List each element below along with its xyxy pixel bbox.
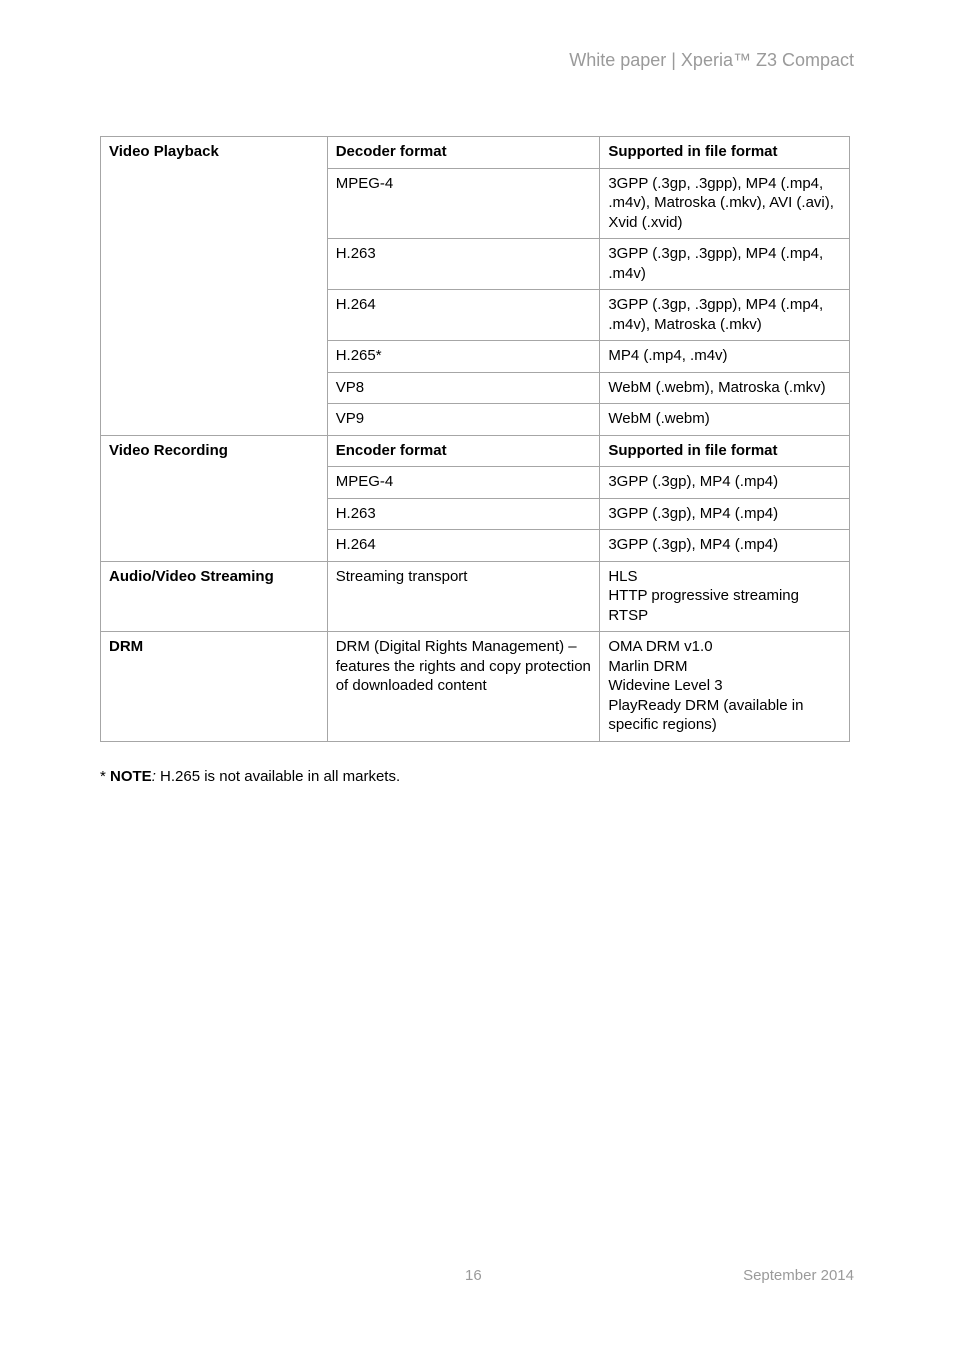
streaming-description-cell: Streaming transport [327,561,600,632]
codec-cell: MPEG-4 [327,168,600,239]
drm-description-cell: DRM (Digital Rights Management) – features the rights and copy protection of downloaded content [327,632,600,742]
streaming-protocol: HLS [608,567,638,585]
streaming-protocols-cell [600,561,850,632]
codec-cell: VP9 [327,404,600,436]
table-row [101,137,850,169]
streaming-protocol: HTTP progressive streaming [608,587,799,604]
streaming-protocol: RTSP [608,606,649,624]
codec-cell: H.263 [327,239,600,290]
file-format-cell: MP4 (.mp4, .m4v) [600,341,850,373]
file-format-cell: 3GPP (.3gp), MP4 (.mp4) [600,498,850,530]
footnote [100,768,400,785]
drm-systems-cell [600,632,850,742]
page-number: 16 [465,1267,482,1284]
drm-system: OMA DRM v1.0 [608,638,713,655]
footnote-note-label: NOTE [110,768,152,785]
section-label-video-recording: Video Recording [101,435,328,561]
codec-cell: H.263 [327,498,600,530]
column-header-encoder-format: Encoder format [327,435,600,467]
drm-system: PlayReady DRM (available in specific regions) [608,696,804,733]
table-row [101,561,850,632]
file-format-cell: WebM (.webm) [600,404,850,436]
multimedia-spec-table [100,136,850,742]
footer-date: September 2014 [743,1267,854,1284]
section-label-streaming: Audio/Video Streaming [101,561,328,632]
codec-cell: H.264 [327,290,600,341]
drm-system: Widevine Level 3 [608,677,723,694]
drm-system: Marlin DRM [608,657,688,675]
footnote-text: H.265 is not available in all markets. [155,768,401,785]
table-row [101,435,850,467]
codec-cell: VP8 [327,372,600,404]
file-format-cell: 3GPP (.3gp), MP4 (.mp4) [600,467,850,499]
codec-cell: MPEG-4 [327,467,600,499]
column-header-decoder-format: Decoder format [327,137,600,169]
footnote-asterisk: * [100,768,111,785]
footnote-colon: : [151,768,156,785]
file-format-cell: 3GPP (.3gp, .3gpp), MP4 (.mp4, .m4v) [600,239,850,290]
file-format-cell: 3GPP (.3gp, .3gpp), MP4 (.mp4, .m4v), Matroska (.mkv) [600,290,850,341]
file-format-cell: 3GPP (.3gp), MP4 (.mp4) [600,530,850,562]
column-header-file-format: Supported in file format [600,435,850,467]
column-header-file-format: Supported in file format [600,137,850,169]
codec-cell: H.264 [327,530,600,562]
section-label-drm: DRM [101,632,328,742]
document-header-title: White paper | Xperia™ Z3 Compact [569,50,854,70]
file-format-cell: 3GPP (.3gp, .3gpp), MP4 (.mp4, .m4v), Matroska (.mkv), AVI (.avi), Xvid (.xvid) [600,168,850,239]
section-label-video-playback: Video Playback [101,137,328,436]
table-row [101,632,850,742]
codec-cell: H.265* [327,341,600,373]
file-format-cell: WebM (.webm), Matroska (.mkv) [600,372,850,404]
